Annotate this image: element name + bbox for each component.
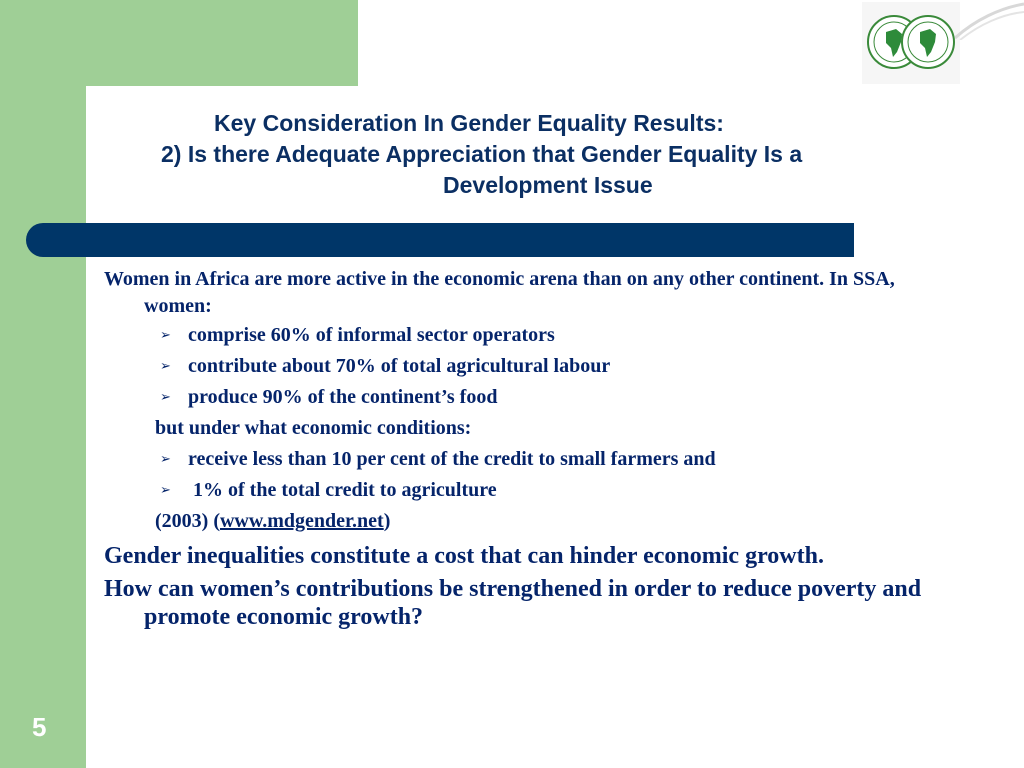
arrowhead-bullet-icon: ➢ [160, 452, 171, 467]
bullet-text: comprise 60% of informal sector operators [188, 324, 555, 346]
afdb-logo-icon [862, 2, 960, 84]
list-item [104, 382, 944, 413]
bullet-text: receive less than 10 per cent of the credit to small farmers and [188, 448, 716, 470]
title-line-3: Development Issue [443, 172, 653, 198]
title-divider-bar [26, 223, 854, 257]
list-item [104, 351, 944, 382]
arrowhead-bullet-icon: ➢ [160, 328, 171, 343]
decorative-swoosh [955, 0, 1024, 40]
arrowhead-bullet-icon: ➢ [160, 483, 171, 498]
connector-line: but under what economic conditions: [155, 417, 472, 439]
source-link[interactable]: www.mdgender.net [219, 510, 384, 532]
title-line-2: 2) Is there Adequate Appreciation that Gender Equality Is a [161, 141, 803, 167]
arrowhead-bullet-icon: ➢ [160, 359, 171, 374]
source-prefix: (2003) ( [155, 510, 220, 532]
left-green-band [0, 0, 86, 768]
slide-body [104, 266, 944, 631]
point-gender-inequalities: Gender inequalities constitute a cost that can hinder economic growth. [104, 543, 824, 569]
list-item [104, 475, 944, 506]
bullet-text: contribute about 70% of total agricultural labour [188, 355, 611, 377]
page-number: 5 [32, 712, 47, 742]
bullet-text: produce 90% of the continent’s food [188, 386, 498, 408]
list-item [104, 320, 944, 351]
top-green-band [0, 0, 358, 86]
source-citation [104, 506, 944, 537]
list-item [104, 444, 944, 475]
title-line-1: Key Consideration In Gender Equality Results: [214, 110, 724, 136]
slide-title [140, 108, 1000, 201]
source-suffix: ) [383, 510, 391, 532]
arrowhead-bullet-icon: ➢ [160, 390, 171, 405]
intro-paragraph: Women in Africa are more active in the economic arena than on any other continent. In SSA, women: [104, 268, 895, 317]
point-womens-contributions: How can women’s contributions be strengthened in order to reduce poverty and promote economic growth? [104, 576, 922, 630]
bullet-text: 1% of the total credit to agriculture [188, 479, 497, 501]
